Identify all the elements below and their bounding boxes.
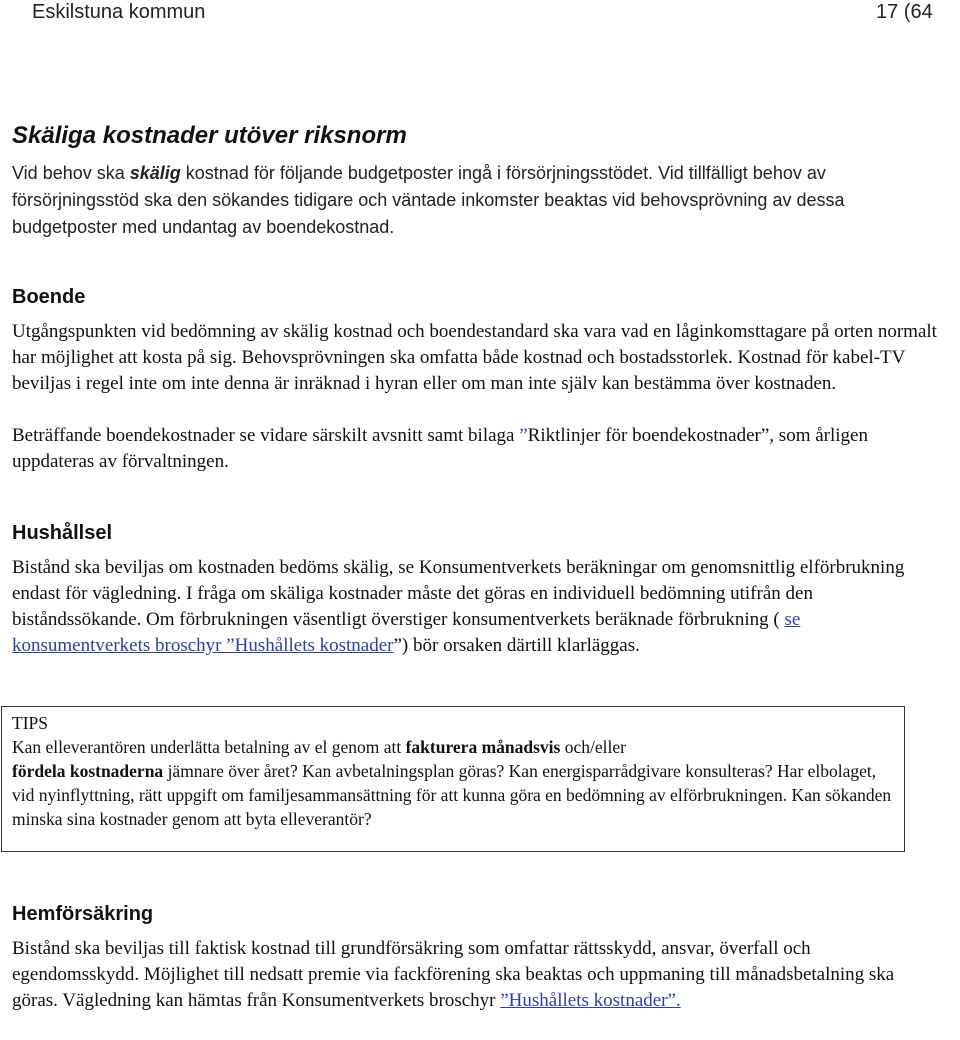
section-heading-boende: Boende xyxy=(12,286,86,308)
konsumentverket-brochure-link[interactable]: se konsumentverkets broschyr ”Hushållets kostnader xyxy=(12,609,801,656)
page-title: Skäliga kostnader utöver riksnorm xyxy=(12,122,407,149)
tips-bold-distribute: fördela kostnaderna xyxy=(12,761,164,781)
header-organization: Eskilstuna kommun xyxy=(32,1,206,23)
tips-label: TIPS xyxy=(12,713,48,733)
tips-paragraph xyxy=(12,735,898,831)
hemforsakring-text: Bistånd ska beviljas till faktisk kostnad till grundförsäkring som omfattar rättsskydd, ansvar, överfall och egendomsskydd. Möjlighet till nedsatt premie via fackförening ska beaktas och uppmaning till månadsbetalning ska göras. Vägledning kan hämtas från Konsumentverkets broschyr xyxy=(12,938,895,1011)
tips-text-mid: och/eller xyxy=(560,737,626,757)
section-heading-hemforsakring: Hemförsäkring xyxy=(12,903,154,925)
intro-text-start: Vid behov ska xyxy=(12,163,130,183)
boende-ref-title: Riktlinjer för boendekostnader xyxy=(527,425,761,446)
tips-box xyxy=(1,706,905,852)
hemforsakring-paragraph xyxy=(12,936,942,1014)
intro-text-end: kostnad för följande budgetposter ingå i försörjningsstödet. Vid tillfälligt behov av försörjningsstöd ska den sökandes tidigare och väntade inkomster beaktas vid behovsprövning av dessa budgetposter med undantag av boendekostnad. xyxy=(12,163,845,237)
boende-ref-quote: ” xyxy=(519,425,528,446)
boende-paragraph: Utgångspunkten vid bedömning av skälig kostnad och boendestandard ska vara vad en låginkomsttagare på orten normalt har möjlighet att kosta på sig. Behovsprövningen ska omfatta både kostnad och bostadsstorlek. Kostnad för kabel-TV beviljas i regel inte om inte denna är inräknad i hyran eller om man inte själv kan bestämma över kostnaden. xyxy=(12,321,937,394)
intro-paragraph xyxy=(12,160,942,241)
tips-text-end: jämnare över året? Kan avbetalningsplan göras? Kan energisparrådgivare konsulteras? Har elbolaget, vid nyinflyttning, rätt uppgift om familjesammansättning för att kunna göra en bedömning av elförbrukningen. Kan sökanden minska sina kostnader genom att byta elleverantör? xyxy=(12,761,892,829)
hushallsel-text: Bistånd ska beviljas om kostnaden bedöms skälig, se Konsumentverkets beräkningar om genomsnittlig elförbrukning endast för vägledning. I fråga om skäliga kostnader måste det göras en individuell bedömning utifrån den biståndssökande. Om förbrukningen väsentligt överstiger konsumentverkets beräknade förbrukning ( xyxy=(12,557,905,630)
hushallets-kostnader-link[interactable]: ”Hushållets kostnader”. xyxy=(500,990,681,1011)
boende-reference-paragraph xyxy=(12,423,942,475)
section-heading-hushallsel: Hushållsel xyxy=(12,522,113,544)
boende-ref-text: Beträffande boendekostnader se vidare särskilt avsnitt samt bilaga xyxy=(12,425,520,446)
header-page-number: 17 (64 xyxy=(876,1,933,23)
page-header xyxy=(0,0,960,26)
tips-bold-monthly: fakturera månadsvis xyxy=(405,737,561,757)
hushallsel-text-end: ”) bör orsaken därtill klarläggas. xyxy=(393,635,640,656)
intro-emphasis: skälig xyxy=(129,163,181,183)
tips-text-start: Kan elleverantören underlätta betalning av el genom att xyxy=(12,737,406,757)
hushallsel-paragraph xyxy=(12,555,942,659)
boende-ref-end: ”, som årligen uppdateras av förvaltningen. xyxy=(12,425,868,472)
